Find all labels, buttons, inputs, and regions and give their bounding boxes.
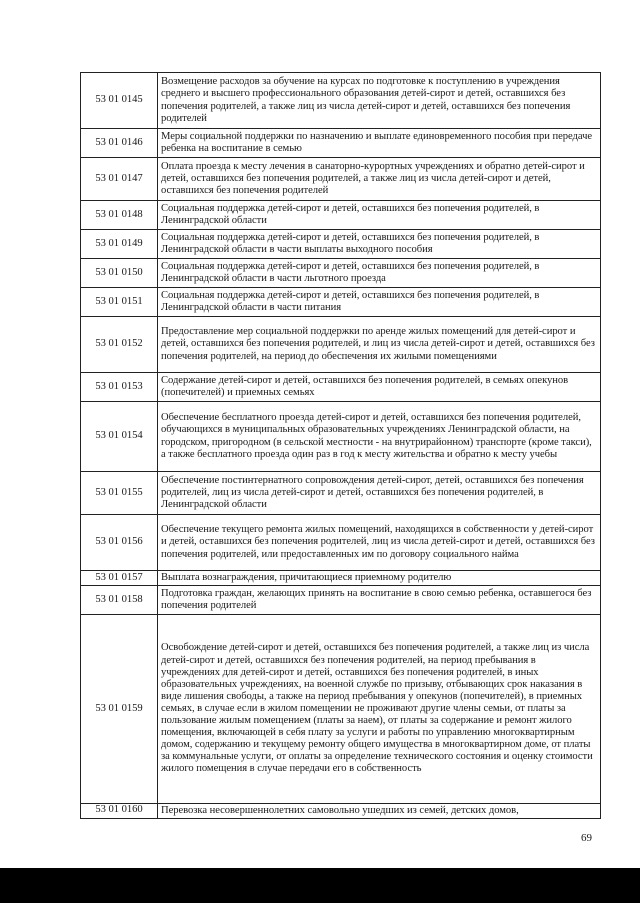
row-description: Социальная поддержка детей-сирот и детей, оставшихся без попечения родителей, в Ленинградской области: [158, 201, 601, 230]
table-row: [81, 472, 601, 515]
row-description: Социальная поддержка детей-сирот и детей, оставшихся без попечения родителей, в Ленинградской области в части питания: [158, 288, 601, 317]
row-description: Возмещение расходов за обучение на курсах по подготовке к поступлению в учреждения среднего и высшего профессионального образования детей-сирот и детей, оставшихся без попечения родителей, а также лиц из числа детей-сирот и детей, оставшихся без попечения родителей: [158, 73, 601, 129]
row-description: Обеспечение постинтернатного сопровождения детей-сирот, детей, оставшихся без попечения родителей, лиц из числа детей-сирот и детей, оставшихся без попечения родителей, в Ленинградской области: [158, 472, 601, 515]
budget-code-table: [80, 72, 601, 819]
row-code: 53 01 0146: [81, 129, 158, 158]
row-code: 53 01 0156: [81, 515, 158, 571]
table-row: [81, 402, 601, 472]
row-code: 53 01 0149: [81, 230, 158, 259]
row-description: Перевозка несовершеннолетних самовольно ушедших из семей, детских домов,: [158, 804, 601, 819]
row-code: 53 01 0155: [81, 472, 158, 515]
row-code: 53 01 0153: [81, 373, 158, 402]
table-row: [81, 230, 601, 259]
row-description: Предоставление мер социальной поддержки по аренде жилых помещений для детей-сирот и детей, оставшихся без попечения родителей, и лиц из числа детей-сирот и детей, оставшихся без попечения родителей, на период до обеспечения их жилыми помещениями: [158, 317, 601, 373]
table-row: [81, 373, 601, 402]
row-description: Меры социальной поддержки по назначению и выплате единовременного пособия при передаче ребенка на воспитание в семью: [158, 129, 601, 158]
table-row: [81, 615, 601, 804]
scan-border: [0, 868, 640, 903]
table-row: [81, 288, 601, 317]
table-row: [81, 571, 601, 586]
row-description: Освобождение детей-сирот и детей, оставшихся без попечения родителей, а также лиц из числа детей-сирот и детей, оставшихся без попечения родителей, на период пребывания в учреждениях для детей-сирот и детей, оставшихся без попечения родителей, в иных образовательных учреждениях, на военной службе по призыву, отбывающих срок наказания в виде лишения свободы, а также на период пребывания у опекунов (попечителей), в приемных семьях, в случае если в жилом помещении не проживают другие члены семьи, от платы за пользование жилым помещением (платы за наем), от платы за содержание и ремонт жилого помещения, включающей в себя плату за услуги и работы по управлению многоквартирным домом, содержанию и текущему ремонту общего имущества в многоквартирном доме, от платы за коммунальные услуги, от оплаты за определение технического состояния и оценку стоимости жилого помещения в случае передачи его в собственность: [158, 615, 601, 804]
row-code: 53 01 0154: [81, 402, 158, 472]
row-description: Оплата проезда к месту лечения в санаторно-курортных учреждениях и обратно детей-сирот и детей, оставшихся без попечения родителей, а также лиц из числа детей-сирот и детей, оставшихся без попечения родителей: [158, 158, 601, 201]
row-code: 53 01 0145: [81, 73, 158, 129]
row-description: Подготовка граждан, желающих принять на воспитание в свою семью ребенка, оставшегося без попечения родителей: [158, 586, 601, 615]
row-description: Обеспечение текущего ремонта жилых помещений, находящихся в собственности у детей-сирот и детей, оставшихся без попечения родителей, лиц из числа детей-сирот и детей, оставшихся без попечения родителей, или предоставленных им по договору социального найма: [158, 515, 601, 571]
row-code: 53 01 0152: [81, 317, 158, 373]
row-description: Социальная поддержка детей-сирот и детей, оставшихся без попечения родителей, в Ленинградской области в части выплаты выходного пособия: [158, 230, 601, 259]
table-row: [81, 201, 601, 230]
table-row: [81, 129, 601, 158]
row-code: 53 01 0151: [81, 288, 158, 317]
row-description: Содержание детей-сирот и детей, оставшихся без попечения родителей, в семьях опекунов (попечителей) и приемных семьях: [158, 373, 601, 402]
row-code: 53 01 0158: [81, 586, 158, 615]
row-code: 53 01 0160: [81, 804, 158, 819]
page-number: 69: [581, 832, 592, 844]
row-description: Социальная поддержка детей-сирот и детей, оставшихся без попечения родителей, в Ленинградской области в части льготного проезда: [158, 259, 601, 288]
table-row: [81, 804, 601, 819]
row-code: 53 01 0148: [81, 201, 158, 230]
table-row: [81, 73, 601, 129]
row-description: Обеспечение бесплатного проезда детей-сирот и детей, оставшихся без попечения родителей, обучающихся в муниципальных образовательных учреждениях Ленинградской области, на городском, пригородном (в сельской местности - на внутрирайонном) транспорте (кроме такси), а также бесплатного проезда один раз в год к месту жительства и обратно к месту учебы: [158, 402, 601, 472]
row-description: Выплата вознаграждения, причитающиеся приемному родителю: [158, 571, 601, 586]
table-row: [81, 515, 601, 571]
row-code: 53 01 0147: [81, 158, 158, 201]
table-row: [81, 158, 601, 201]
table-row: [81, 259, 601, 288]
table-row: [81, 586, 601, 615]
row-code: 53 01 0157: [81, 571, 158, 586]
row-code: 53 01 0150: [81, 259, 158, 288]
row-code: 53 01 0159: [81, 615, 158, 804]
table-row: [81, 317, 601, 373]
